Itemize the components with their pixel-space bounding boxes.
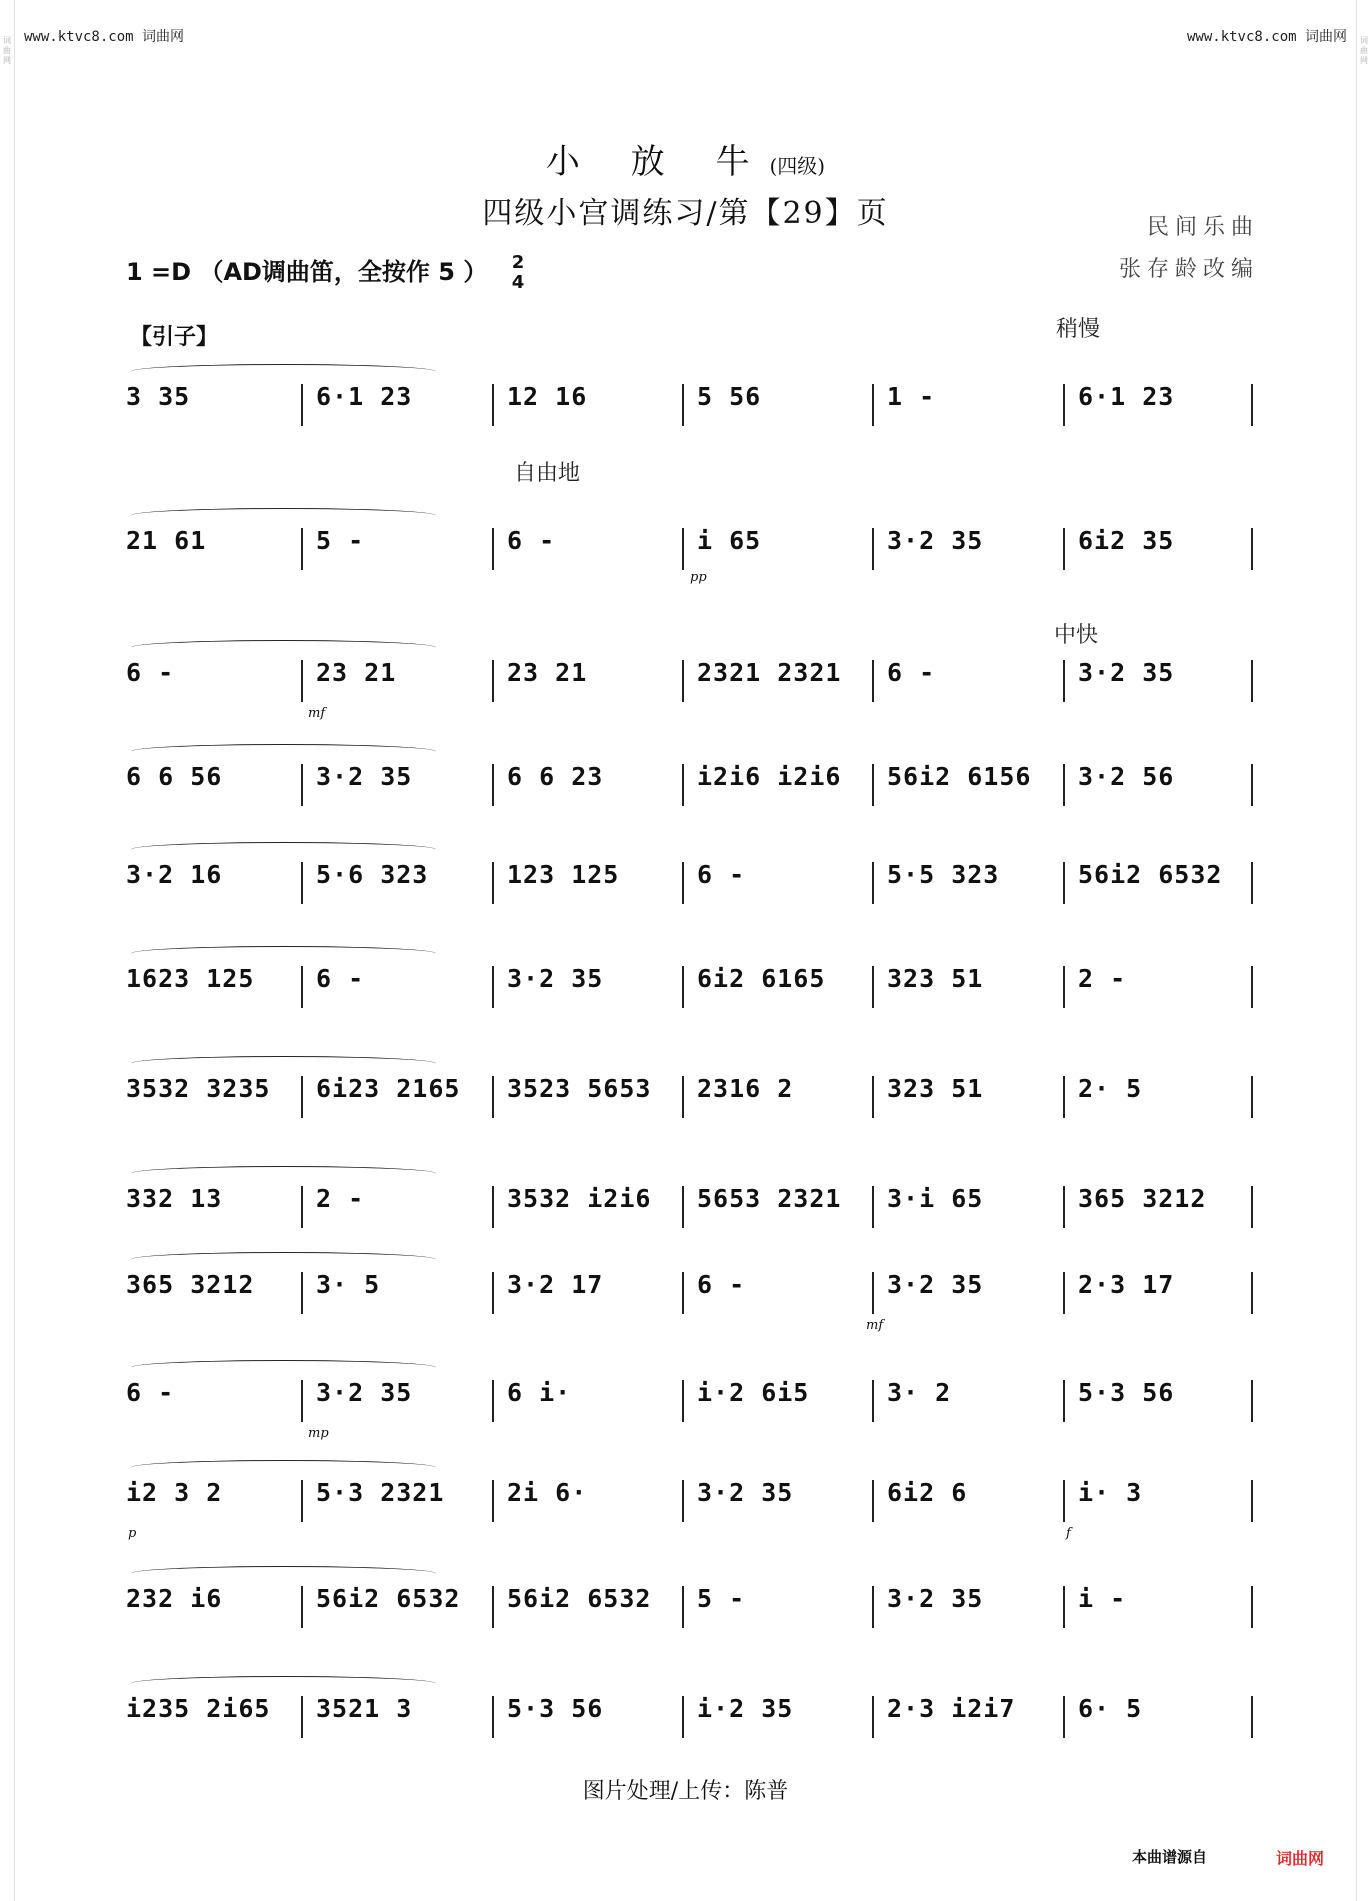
phrase-slur — [131, 640, 436, 655]
measure: i - — [1078, 1584, 1127, 1613]
right-watermark-strip — [1356, 0, 1371, 1901]
measure: 23 21 — [507, 658, 588, 687]
phrase-slur — [131, 1460, 436, 1475]
dynamic-pp: pp — [690, 570, 707, 585]
measure: 365 3212 — [126, 1270, 255, 1299]
measure: 123 125 — [507, 860, 620, 889]
source-label: 本曲谱源自 — [1132, 1848, 1208, 1866]
measure: 6 i· — [507, 1378, 572, 1407]
measure: i2i6 i2i6 — [697, 762, 842, 791]
score-line — [112, 960, 1254, 1020]
measure: 5·5 323 — [887, 860, 1000, 889]
measure: 6 - — [697, 860, 746, 889]
measure: 6i23 2165 — [316, 1074, 461, 1103]
measure: 2· 5 — [1078, 1074, 1143, 1103]
measure: 2316 2 — [697, 1074, 794, 1103]
measure: 5 - — [697, 1584, 746, 1613]
score-line — [112, 654, 1254, 714]
measure: 3523 5653 — [507, 1074, 652, 1103]
measure: i2 3 2 — [126, 1478, 223, 1507]
header-right-site: www.ktvc8.com 词曲网 — [1186, 29, 1347, 45]
phrase-slur — [131, 744, 436, 759]
measure: 232 i6 — [126, 1584, 223, 1613]
measure: 2 - — [1078, 964, 1127, 993]
measure: 6·1 23 — [1078, 382, 1175, 411]
measure: 56i2 6532 — [507, 1584, 652, 1613]
measure: 5·6 323 — [316, 860, 429, 889]
score-line — [112, 1070, 1254, 1130]
measure: 332 13 — [126, 1184, 223, 1213]
measure: 6 6 23 — [507, 762, 604, 791]
title-level: (四级) — [769, 154, 826, 178]
measure: 3·2 35 — [887, 1584, 984, 1613]
measure: 2·3 17 — [1078, 1270, 1175, 1299]
watermark-text: 词曲网 — [3, 36, 11, 65]
measure: 3·2 16 — [126, 860, 223, 889]
time-bottom: 4 — [511, 272, 525, 293]
tempo-marking-zhong-kuai: 中快 — [1054, 623, 1099, 648]
phrase-slur — [131, 842, 436, 857]
phrase-slur — [131, 1566, 436, 1581]
phrase-slur — [131, 1360, 436, 1375]
measure: 6 - — [316, 964, 365, 993]
measure: 3521 3 — [316, 1694, 413, 1723]
measure: 6i2 6165 — [697, 964, 826, 993]
tempo-marking-shao-man: 稍慢 — [1056, 317, 1101, 342]
song-title — [0, 134, 1371, 183]
measure: 6i2 6 — [887, 1478, 968, 1507]
measure: 6 - — [507, 526, 556, 555]
measure: 5·3 56 — [507, 1694, 604, 1723]
tempo-marking-zi-you-di: 自由地 — [514, 461, 581, 486]
measure: 3· 5 — [316, 1270, 381, 1299]
dynamic-mf-2: mf — [866, 1318, 884, 1333]
measure: 3·2 35 — [316, 762, 413, 791]
measure: 6· 5 — [1078, 1694, 1143, 1723]
score-line — [112, 1474, 1254, 1534]
dynamic-mf: mf — [308, 706, 326, 721]
footer-credit: 图片处理/上传：陈普 — [582, 1779, 789, 1804]
measure: 5 - — [316, 526, 365, 555]
phrase-slur — [131, 364, 436, 379]
phrase-slur — [131, 1056, 436, 1071]
score-line — [112, 522, 1254, 582]
measure: 3·2 17 — [507, 1270, 604, 1299]
measure: 6 - — [887, 658, 936, 687]
measure: 3·2 35 — [887, 526, 984, 555]
measure: 3532 3235 — [126, 1074, 271, 1103]
measure: 1623 125 — [126, 964, 255, 993]
measure: 5·3 2321 — [316, 1478, 445, 1507]
time-signature — [512, 253, 525, 293]
measure: 12 16 — [507, 382, 588, 411]
left-watermark-strip — [0, 0, 15, 1901]
page-subtitle: 四级小宫调练习/第【29】页 — [482, 196, 889, 231]
credit-origin: 民间乐曲 — [1146, 215, 1259, 240]
measure: 3532 i2i6 — [507, 1184, 652, 1213]
measure: 56i2 6532 — [316, 1584, 461, 1613]
dynamic-mp: mp — [308, 1426, 329, 1441]
title-main: 小 放 牛 — [545, 142, 770, 182]
phrase-slur — [131, 1166, 436, 1181]
time-top: 2 — [511, 252, 525, 273]
measure: 6i2 35 — [1078, 526, 1175, 555]
measure: 3·2 35 — [316, 1378, 413, 1407]
section-label: 【引子】 — [130, 325, 219, 350]
score-line — [112, 378, 1254, 438]
watermark-text: 词曲网 — [1360, 36, 1368, 65]
measure: 21 61 — [126, 526, 207, 555]
credit-arranger: 张存龄改编 — [1118, 257, 1259, 282]
header-left-site: www.ktvc8.com 词曲网 — [24, 29, 185, 45]
score-line — [112, 1374, 1254, 1434]
measure: 3·2 56 — [1078, 762, 1175, 791]
measure: i·2 6i5 — [697, 1378, 810, 1407]
measure: 3·2 35 — [697, 1478, 794, 1507]
key-signature — [126, 252, 524, 293]
score-line — [112, 1180, 1254, 1240]
dynamic-p: p — [128, 1526, 137, 1541]
dynamic-f: f — [1066, 1526, 1071, 1541]
measure: 23 21 — [316, 658, 397, 687]
measure: 56i2 6532 — [1078, 860, 1223, 889]
measure: 6 6 56 — [126, 762, 223, 791]
phrase-slur — [131, 1676, 436, 1691]
score-line — [112, 856, 1254, 916]
key-text: 1 =D （AD调曲笛，全按作 5 ） — [126, 258, 488, 286]
measure: 5·3 56 — [1078, 1378, 1175, 1407]
measure: 3· 2 — [887, 1378, 952, 1407]
measure: 6·1 23 — [316, 382, 413, 411]
measure: 323 51 — [887, 1074, 984, 1103]
measure: 365 3212 — [1078, 1184, 1207, 1213]
measure: 323 51 — [887, 964, 984, 993]
measure: 2·3 i2i7 — [887, 1694, 1016, 1723]
score-line — [112, 1690, 1254, 1750]
measure: 3·i 65 — [887, 1184, 984, 1213]
measure: 3·2 35 — [887, 1270, 984, 1299]
measure: 2 - — [316, 1184, 365, 1213]
measure: i· 3 — [1078, 1478, 1143, 1507]
measure: 56i2 6156 — [887, 762, 1032, 791]
measure: i·2 35 — [697, 1694, 794, 1723]
measure: i235 2i65 — [126, 1694, 271, 1723]
phrase-slur — [131, 1252, 436, 1267]
measure: 5 56 — [697, 382, 762, 411]
measure: 6 - — [126, 658, 175, 687]
measure: 3·2 35 — [1078, 658, 1175, 687]
phrase-slur — [131, 508, 436, 523]
measure: i 65 — [697, 526, 762, 555]
measure: 6 - — [697, 1270, 746, 1299]
measure: 2i 6· — [507, 1478, 588, 1507]
score-line — [112, 1266, 1254, 1326]
score-line — [112, 758, 1254, 818]
measure: 6 - — [126, 1378, 175, 1407]
score-line — [112, 1580, 1254, 1640]
site-logo: 词曲网 — [1276, 1849, 1325, 1868]
measure: 1 - — [887, 382, 936, 411]
measure: 3 35 — [126, 382, 191, 411]
measure: 2321 2321 — [697, 658, 842, 687]
measure: 5653 2321 — [697, 1184, 842, 1213]
phrase-slur — [131, 946, 436, 961]
measure: 3·2 35 — [507, 964, 604, 993]
